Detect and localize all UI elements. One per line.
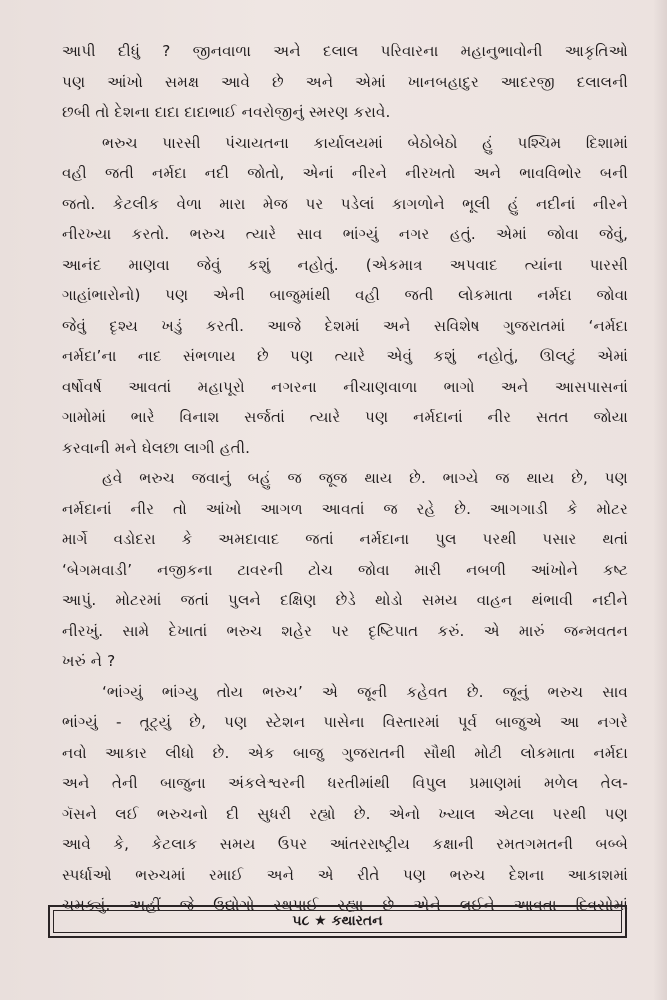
text-line: ચમક્યું. અહીં જે ઉદ્યોગો સ્થપાઈ રહ્યા છે એને લઈને આવતા દિવસોમાં [62, 896, 628, 914]
text-line: ‘ભાંગ્યું ભાંગ્યુ તોય ભરુચ’ એ જૂની કહેવત છે. જૂનું ભરુચ સાવ [102, 682, 628, 701]
page-number-and-book-title: ૫૮ ★ કથારતન [292, 913, 383, 929]
text-line: ‘બેગમવાડી’ નજીકના ટાવરની ટોચ જોવા મારી નબળી આંખોને કષ્ટ [62, 560, 628, 579]
text-line: જેવું દૃશ્ય ખડું કરતી. આજે દેશમાં અને સવિશેષ ગુજરાતમાં ‘નર્મદા [62, 316, 628, 335]
text-line: વર્ષોવર્ષ આવતાં મહાપૂરો નગરના નીચાણવાળા ભાગો અને આસપાસનાં [62, 377, 628, 396]
text-line: ભરુચ પારસી પંચાયતના કાર્યાલયમાં બેઠોબેઠો હું પશ્ચિમ દિશામાં [102, 133, 628, 152]
text-line: નીરખું. સામે દેખાતાં ભરુચ શહેર પર દૃષ્ટિપાત કરું. એ મારું જન્મવતન [62, 621, 628, 640]
text-line: ખરું ને ? [62, 652, 116, 670]
text-line: નર્મદાનાં નીર તો આંખો આગળ આવતાં જ રહે છે. આગગાડી કે મોટર [62, 499, 628, 518]
text-line: જતો. કેટલીક વેળા મારા મેજ પર પડેલાં કાગળોને ભૂલી હું નદીનાં નીરને [62, 194, 628, 213]
paragraph-2 [62, 128, 628, 464]
page-footer [48, 905, 627, 938]
text-line: ગૅસને લઈ ભરુચનો દી સુધરી રહ્યો છે. એનો ખ્યાલ એટલા પરથી પણ [62, 804, 628, 823]
text-line: ગાહાંભારોનો) પણ એની બાજુમાંથી વહી જતી લોકમાતા નર્મદા જોવા [62, 286, 628, 304]
paragraph-1 [62, 36, 628, 128]
text-line: સ્પર્ધાઓ ભરુચમાં રમાઈ અને એ રીતે પણ ભરુચ દેશના આકાશમાં [62, 865, 628, 884]
text-line: વહી જતી નર્મદા નદી જોતો, એનાં નીરને નીરખતો અને ભાવવિભોર બની [62, 164, 628, 182]
paragraph-3 [62, 463, 628, 677]
text-line: ગામોમાં ભારે વિનાશ સર્જતાં ત્યારે પણ નર્મદાનાં નીર સતત જોયા [62, 408, 628, 426]
text-line: છબી તો દેશના દાદા દાદાભાઈ નવરોજીનું સ્મરણ કરાવે. [62, 103, 391, 121]
body-text [62, 36, 628, 921]
text-line: કરવાની મને ઘેલછા લાગી હતી. [62, 438, 251, 457]
text-line: આવે કે, કેટલાક સમય ઉપર આંતરરાષ્ટ્રીય કક્ષાની રમતગમતની બબ્બે [62, 835, 628, 853]
text-line: અને તેની બાજુના અંકલેશ્વરની ધરતીમાંથી વિપુલ પ્રમાણમાં મળેલ તેલ- [62, 774, 628, 792]
text-line: નીરખ્યા કરતો. ભરુચ ત્યારે સાવ ભાંગ્યું નગર હતું. એમાં જોવા જેવું, [62, 225, 628, 243]
text-line: ભાંગ્યું - તૂટ્યું છે, પણ સ્ટેશન પાસેના વિસ્તારમાં પૂર્વ બાજુએ આ નગરે [62, 713, 628, 731]
text-line: આનંદ માણવા જેવું કશું નહોતું. (એકમાત્ર અપવાદ ત્યાંના પારસી [62, 255, 628, 274]
paragraph-4 [62, 677, 628, 921]
text-line: નવો આકાર લીધો છે. એક બાજુ ગુજરાતની સૌથી મોટી લોકમાતા નર્મદા [62, 743, 628, 762]
text-line: પણ આંખો સમક્ષ આવે છે અને એમાં ખાનબહાદુર આદરજી દલાલની [62, 72, 628, 91]
text-line: આપી દીધું ? જીનવાળા અને દલાલ પરિવારના મહાનુભાવોની આકૃતિઓ [62, 42, 628, 60]
text-line: હવે ભરુચ જવાનું બહું જ જૂજ થાય છે. ભાગ્યે જ થાય છે, પણ [102, 469, 628, 487]
text-line: નર્મદા’ના નાદ સંભળાય છે પણ ત્યારે એવું કશું નહોતું, ઊલટું એમાં [62, 347, 628, 365]
page-edge-shadow [653, 0, 667, 1000]
text-line: માર્ગે વડોદરા કે અમદાવાદ જતાં નર્મદાના પુલ પરથી પસાર થતાં [62, 530, 628, 548]
text-line: આપું. મોટરમાં જતાં પુલને દક્ષિણ છેડે થોડો સમય વાહન થંભાવી નદીને [62, 591, 628, 609]
